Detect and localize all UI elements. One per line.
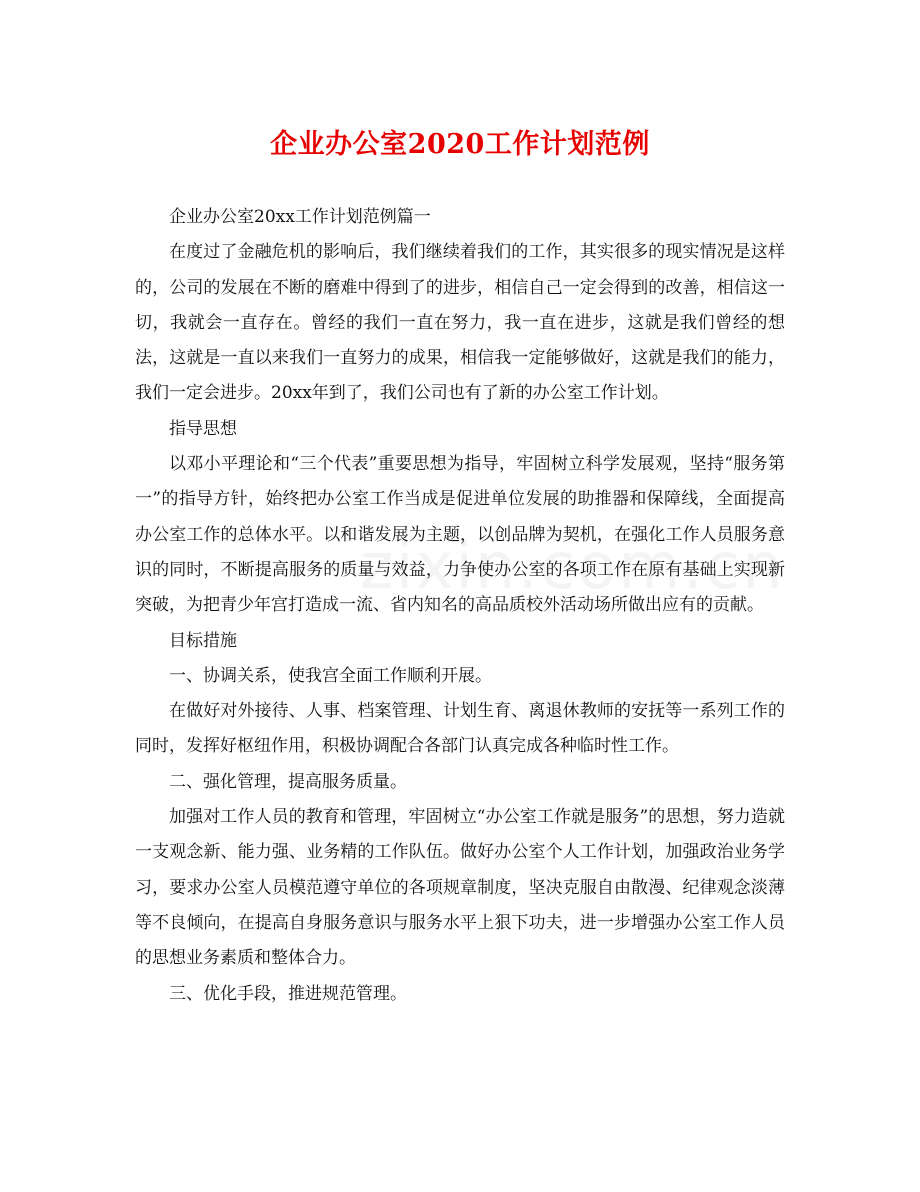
measure-three-heading: 三、优化手段，推进规范管理。 [169,983,407,1004]
page-title: 企业办公室2020工作计划范例 [270,129,650,160]
measure-two-paragraph: 加强对工作人员的教育和管理，牢固树立“办公室工作就是服务”的思想，努力造就一支观念新、能力强、业务精的工作队伍。做好办公室个人工作计划，加强政治业务学习，要求办公室人员模范遵守单位的各项规章制度，坚决克服自由散漫、纪律观念淡薄等不良倾向，在提高自身服务意识与服务水平上狠下功夫，进一步增强办公室工作人员的思想业务素质和整体合力。 [135,807,785,969]
intro-paragraph: 在度过了金融危机的影响后，我们继续着我们的工作，其实很多的现实情况是这样的，公司的发展在不断的磨难中得到了的进步，相信自己一定会得到的改善，相信这一切，我就会一直存在。曾经的我们一直在努力，我一直在进步，这就是我们曾经的想法，这就是一直以来我们一直努力的成果，相信我一定能够做好，这就是我们的能力，我们一定会进步。20xx年到了，我们公司也有了新的办公室工作计划。 [135,242,785,404]
document-body [135,200,785,1012]
guiding-ideology-paragraph: 以邓小平理论和“三个代表”重要思想为指导，牢固树立科学发展观，坚持“服务第一”的指导方针，始终把办公室工作当成是促进单位发展的助推器和保障线，全面提高办公室工作的总体水平。以和谐发展为主题，以创品牌为契机，在强化工作人员服务意识的同时，不断提高服务的质量与效益，力争使办公室的各项工作在原有基础上实现新突破，为把青少年宫打造成一流、省内知名的高品质校外活动场所做出应有的贡献。 [135,454,785,616]
section-heading-guiding-ideology: 指导思想 [169,418,237,439]
section-heading-part-one: 企业办公室20xx工作计划范例篇一 [169,207,431,227]
measure-one-paragraph: 在做好对外接待、人事、档案管理、计划生育、离退休教师的安抚等一系列工作的同时，发挥好枢纽作用，积极协调配合各部门认真完成各种临时性工作。 [135,701,785,757]
measure-two-heading: 二、强化管理，提高服务质量。 [169,771,407,792]
section-heading-goals-measures: 目标措施 [169,630,237,651]
measure-one-heading: 一、协调关系，使我宫全面工作顺利开展。 [169,665,492,686]
